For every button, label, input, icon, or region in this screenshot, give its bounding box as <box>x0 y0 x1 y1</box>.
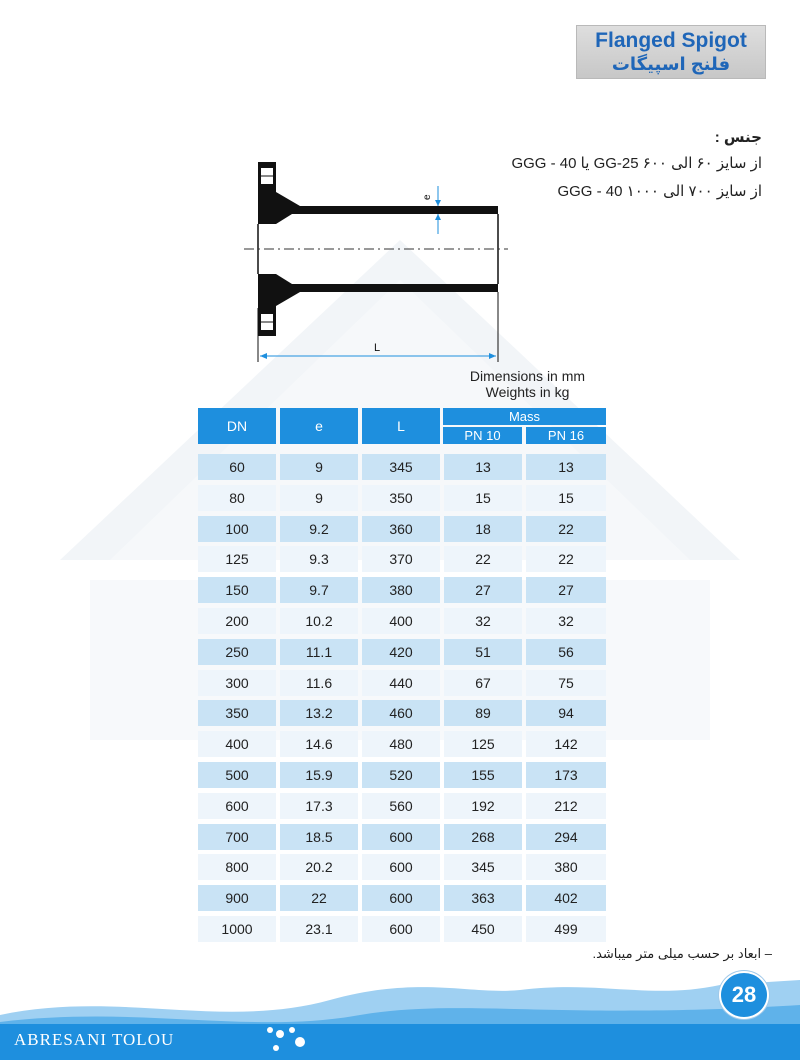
table-row <box>198 516 606 542</box>
cell-pn16: 27 <box>526 577 606 603</box>
table-row <box>198 670 606 696</box>
cell-e: 11.1 <box>280 639 358 665</box>
table-row <box>198 485 606 511</box>
cell-dn: 500 <box>198 762 276 788</box>
cell-pn16: 13 <box>526 454 606 480</box>
cell-pn16: 22 <box>526 546 606 572</box>
cell-pn10: 27 <box>444 577 522 603</box>
table-row <box>198 639 606 665</box>
header-pn10: PN 10 <box>443 427 522 444</box>
cell-l: 600 <box>362 885 440 911</box>
cell-pn10: 450 <box>444 916 522 942</box>
units-note: – ابعاد بر حسب میلی متر میباشد. <box>592 946 772 961</box>
cell-e: 13.2 <box>280 700 358 726</box>
cell-e: 22 <box>280 885 358 911</box>
table-row <box>198 762 606 788</box>
cell-l: 420 <box>362 639 440 665</box>
table-row <box>198 454 606 480</box>
title-persian: فلنج اسپیگات <box>611 54 731 74</box>
cell-l: 360 <box>362 516 440 542</box>
cell-dn: 900 <box>198 885 276 911</box>
label-L: L <box>374 342 381 354</box>
cell-pn16: 294 <box>526 824 606 850</box>
cell-e: 14.6 <box>280 731 358 757</box>
cell-l: 370 <box>362 546 440 572</box>
cell-pn10: 67 <box>444 670 522 696</box>
cell-dn: 200 <box>198 608 276 634</box>
cell-pn16: 212 <box>526 793 606 819</box>
table-row <box>198 546 606 572</box>
dims-line-1: Dimensions in mm <box>469 368 586 384</box>
header-pn16: PN 16 <box>526 427 606 444</box>
cell-pn16: 173 <box>526 762 606 788</box>
table-row <box>198 577 606 603</box>
table-row <box>198 885 606 911</box>
cell-l: 600 <box>362 854 440 880</box>
cell-l: 345 <box>362 454 440 480</box>
cell-pn16: 75 <box>526 670 606 696</box>
flanged-spigot-drawing <box>240 158 510 368</box>
cell-pn10: 15 <box>444 485 522 511</box>
cell-pn10: 125 <box>444 731 522 757</box>
cell-e: 23.1 <box>280 916 358 942</box>
cell-l: 600 <box>362 916 440 942</box>
cell-dn: 150 <box>198 577 276 603</box>
cell-pn16: 32 <box>526 608 606 634</box>
table-row <box>198 700 606 726</box>
table-row <box>198 608 606 634</box>
cell-e: 10.2 <box>280 608 358 634</box>
cell-dn: 125 <box>198 546 276 572</box>
cell-l: 480 <box>362 731 440 757</box>
cell-l: 560 <box>362 793 440 819</box>
cell-dn: 1000 <box>198 916 276 942</box>
cell-dn: 80 <box>198 485 276 511</box>
table-header <box>198 408 606 444</box>
cell-pn10: 345 <box>444 854 522 880</box>
cell-l: 440 <box>362 670 440 696</box>
cell-dn: 800 <box>198 854 276 880</box>
page-number-badge: 28 <box>719 971 769 1019</box>
cell-e: 9 <box>280 454 358 480</box>
cell-dn: 250 <box>198 639 276 665</box>
cell-l: 600 <box>362 824 440 850</box>
table-row <box>198 916 606 942</box>
cell-l: 380 <box>362 577 440 603</box>
cell-pn16: 22 <box>526 516 606 542</box>
cell-dn: 100 <box>198 516 276 542</box>
header-mass: Mass <box>443 408 606 425</box>
cell-pn10: 89 <box>444 700 522 726</box>
table-row <box>198 731 606 757</box>
cell-e: 20.2 <box>280 854 358 880</box>
cell-l: 520 <box>362 762 440 788</box>
cell-pn10: 13 <box>444 454 522 480</box>
material-line-1: از سایز ۶۰ الی ۶۰۰ GG-25 یا GGG - 40 <box>511 155 762 172</box>
cell-dn: 300 <box>198 670 276 696</box>
cell-pn10: 32 <box>444 608 522 634</box>
dims-line-2: Weights in kg <box>485 384 570 400</box>
cell-dn: 60 <box>198 454 276 480</box>
cell-pn10: 51 <box>444 639 522 665</box>
cell-pn10: 22 <box>444 546 522 572</box>
table-row <box>198 824 606 850</box>
header-l: L <box>362 408 440 444</box>
cell-l: 400 <box>362 608 440 634</box>
cell-dn: 700 <box>198 824 276 850</box>
table-body <box>198 454 606 942</box>
cell-l: 460 <box>362 700 440 726</box>
cell-pn16: 56 <box>526 639 606 665</box>
cell-pn10: 155 <box>444 762 522 788</box>
material-heading: جنس : <box>714 129 762 146</box>
cell-dn: 400 <box>198 731 276 757</box>
cell-e: 9 <box>280 485 358 511</box>
material-line-2: از سایز ۷۰۰ الی ۱۰۰۰ GGG - 40 <box>557 183 762 200</box>
brand-name: ABRESANI TOLOU <box>14 1030 175 1049</box>
cell-e: 17.3 <box>280 793 358 819</box>
cell-pn16: 15 <box>526 485 606 511</box>
cell-dn: 600 <box>198 793 276 819</box>
cell-pn10: 268 <box>444 824 522 850</box>
label-e: e <box>422 194 433 200</box>
header-dn: DN <box>198 408 276 444</box>
cell-pn16: 402 <box>526 885 606 911</box>
header-e: e <box>280 408 358 444</box>
cell-pn10: 192 <box>444 793 522 819</box>
title-english: Flanged Spigot <box>595 29 747 52</box>
cell-l: 350 <box>362 485 440 511</box>
table-row <box>198 793 606 819</box>
cell-e: 9.2 <box>280 516 358 542</box>
cell-pn16: 380 <box>526 854 606 880</box>
cell-pn16: 142 <box>526 731 606 757</box>
cell-e: 9.3 <box>280 546 358 572</box>
dimensions-table <box>198 408 606 947</box>
cell-pn10: 18 <box>444 516 522 542</box>
cell-pn16: 499 <box>526 916 606 942</box>
cell-e: 18.5 <box>280 824 358 850</box>
dimensions-note <box>455 368 600 400</box>
cell-e: 11.6 <box>280 670 358 696</box>
cell-pn16: 94 <box>526 700 606 726</box>
cell-dn: 350 <box>198 700 276 726</box>
cell-pn10: 363 <box>444 885 522 911</box>
cell-e: 9.7 <box>280 577 358 603</box>
table-row <box>198 854 606 880</box>
page-title-box <box>576 25 766 79</box>
cell-e: 15.9 <box>280 762 358 788</box>
